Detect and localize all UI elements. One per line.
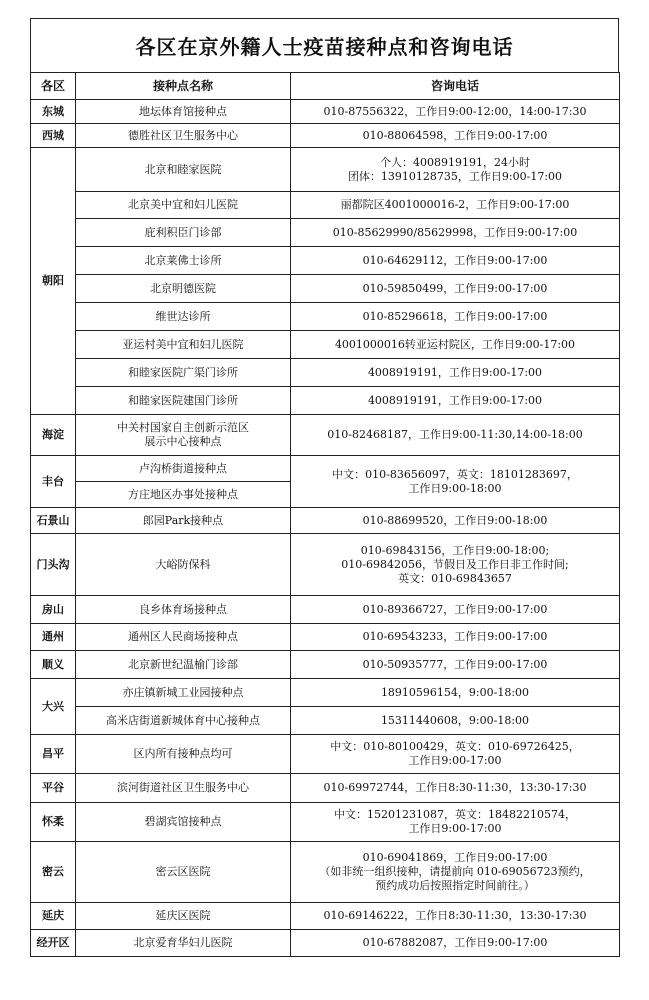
district-cell: 丰台 [31,456,76,508]
phone-cell: 个人：4008919191，24小时 团体：13910128735，工作日9:00-17:00 [291,148,620,192]
table-row [31,842,620,903]
phone-cell: 010-88699520，工作日9:00-18:00 [291,508,620,534]
district-cell: 怀柔 [31,803,76,842]
table-row [31,415,620,456]
phone-cell: 010-64629112，工作日9:00-17:00 [291,247,620,275]
table-row [31,100,620,124]
table-row [31,534,620,596]
phone-cell: 010-85629990/85629998，工作日9:00-17:00 [291,219,620,247]
phone-cell: 010-82468187，工作日9:00-11:30,14:00-18:00 [291,415,620,456]
table-row [31,387,620,415]
site-cell: 地坛体育馆接种点 [76,100,291,124]
phone-cell: 中文：010-80100429，英文：010-69726425， 工作日9:00-17:00 [291,735,620,774]
table-row [31,275,620,303]
site-cell: 方庄地区办事处接种点 [76,482,291,508]
district-cell: 海淀 [31,415,76,456]
title-box [30,18,619,72]
table-row [31,124,620,148]
site-cell: 郎园Park接种点 [76,508,291,534]
district-cell: 经开区 [31,930,76,957]
phone-cell: 4008919191，工作日9:00-17:00 [291,387,620,415]
phone-cell: 010-85296618，工作日9:00-17:00 [291,303,620,331]
site-cell: 滨河街道社区卫生服务中心 [76,774,291,803]
header-phone: 咨询电话 [291,73,620,100]
phone-cell: 15311440608，9:00-18:00 [291,707,620,735]
site-cell: 亦庄镇新城工业园接种点 [76,679,291,707]
table-row [31,303,620,331]
table-row [31,148,620,192]
district-cell: 密云 [31,842,76,903]
table-row [31,707,620,735]
district-cell: 房山 [31,596,76,624]
site-cell: 北京新世纪温榆门诊部 [76,651,291,679]
phone-cell: 010-88064598，工作日9:00-17:00 [291,124,620,148]
site-cell: 德胜社区卫生服务中心 [76,124,291,148]
district-cell: 大兴 [31,679,76,735]
vaccination-table [30,72,620,957]
header-row [31,73,620,100]
site-cell: 通州区人民商场接种点 [76,624,291,651]
site-cell: 北京莱佛士诊所 [76,247,291,275]
site-cell: 延庆区医院 [76,903,291,930]
site-cell: 北京美中宜和妇儿医院 [76,192,291,219]
phone-cell: 丽都院区4001000016-2，工作日9:00-17:00 [291,192,620,219]
site-cell: 中关村国家自主创新示范区 展示中心接种点 [76,415,291,456]
phone-cell: 010-69972744，工作日8:30-11:30，13:30-17:30 [291,774,620,803]
table-row [31,803,620,842]
table-row [31,930,620,957]
header-site: 接种点名称 [76,73,291,100]
table-row [31,456,620,482]
site-cell: 亚运村美中宜和妇儿医院 [76,331,291,359]
district-cell: 顺义 [31,651,76,679]
site-cell: 北京爱育华妇儿医院 [76,930,291,957]
table-row [31,651,620,679]
phone-cell: 18910596154，9:00-18:00 [291,679,620,707]
table-row [31,596,620,624]
phone-cell: 4001000016转亚运村院区，工作日9:00-17:00 [291,331,620,359]
phone-cell: 010-50935777，工作日9:00-17:00 [291,651,620,679]
phone-cell: 010-69543233，工作日9:00-17:00 [291,624,620,651]
district-cell: 朝阳 [31,148,76,415]
phone-cell: 中文：15201231087，英文：18482210574， 工作日9:00-17:00 [291,803,620,842]
site-cell: 密云区医院 [76,842,291,903]
phone-cell: 中文：010-83656097，英文：18101283697， 工作日9:00-18:00 [291,456,620,508]
phone-cell: 4008919191，工作日9:00-17:00 [291,359,620,387]
table-row [31,331,620,359]
table-row [31,774,620,803]
phone-cell: 010-69843156，工作日9:00-18:00; 010-69842056，节假日及工作日非工作时间; 英文：010-69843657 [291,534,620,596]
site-cell: 高米店街道新城体育中心接种点 [76,707,291,735]
phone-cell: 010-69146222，工作日8:30-11:30，13:30-17:30 [291,903,620,930]
table-row [31,679,620,707]
header-district: 各区 [31,73,76,100]
table-row [31,624,620,651]
phone-cell: 010-87556322，工作日9:00-12:00，14:00-17:30 [291,100,620,124]
phone-cell: 010-89366727，工作日9:00-17:00 [291,596,620,624]
site-cell: 区内所有接种点均可 [76,735,291,774]
table-row [31,219,620,247]
table-row [31,508,620,534]
site-cell: 北京和睦家医院 [76,148,291,192]
site-cell: 碧湖宾馆接种点 [76,803,291,842]
district-cell: 西城 [31,124,76,148]
site-cell: 庇利积臣门诊部 [76,219,291,247]
document-sheet [30,18,619,957]
site-cell: 北京明德医院 [76,275,291,303]
district-cell: 平谷 [31,774,76,803]
phone-cell: 010-59850499，工作日9:00-17:00 [291,275,620,303]
district-cell: 石景山 [31,508,76,534]
table-row [31,192,620,219]
page-title: 各区在京外籍人士疫苗接种点和咨询电话 [135,35,514,59]
site-cell: 良乡体育场接种点 [76,596,291,624]
district-cell: 昌平 [31,735,76,774]
district-cell: 门头沟 [31,534,76,596]
site-cell: 和睦家医院广渠门诊所 [76,359,291,387]
table-body [31,100,620,957]
site-cell: 和睦家医院建国门诊所 [76,387,291,415]
table-row [31,359,620,387]
table-row [31,247,620,275]
table-row [31,903,620,930]
phone-cell: 010-67882087，工作日9:00-17:00 [291,930,620,957]
district-cell: 东城 [31,100,76,124]
phone-cell: 010-69041869，工作日9:00-17:00 （如非统一组织接种，请提前向 010-69056723预约， 预约成功后按照指定时间前往。） [291,842,620,903]
site-cell: 维世达诊所 [76,303,291,331]
district-cell: 延庆 [31,903,76,930]
table-row [31,735,620,774]
district-cell: 通州 [31,624,76,651]
site-cell: 大峪防保科 [76,534,291,596]
site-cell: 卢沟桥街道接种点 [76,456,291,482]
